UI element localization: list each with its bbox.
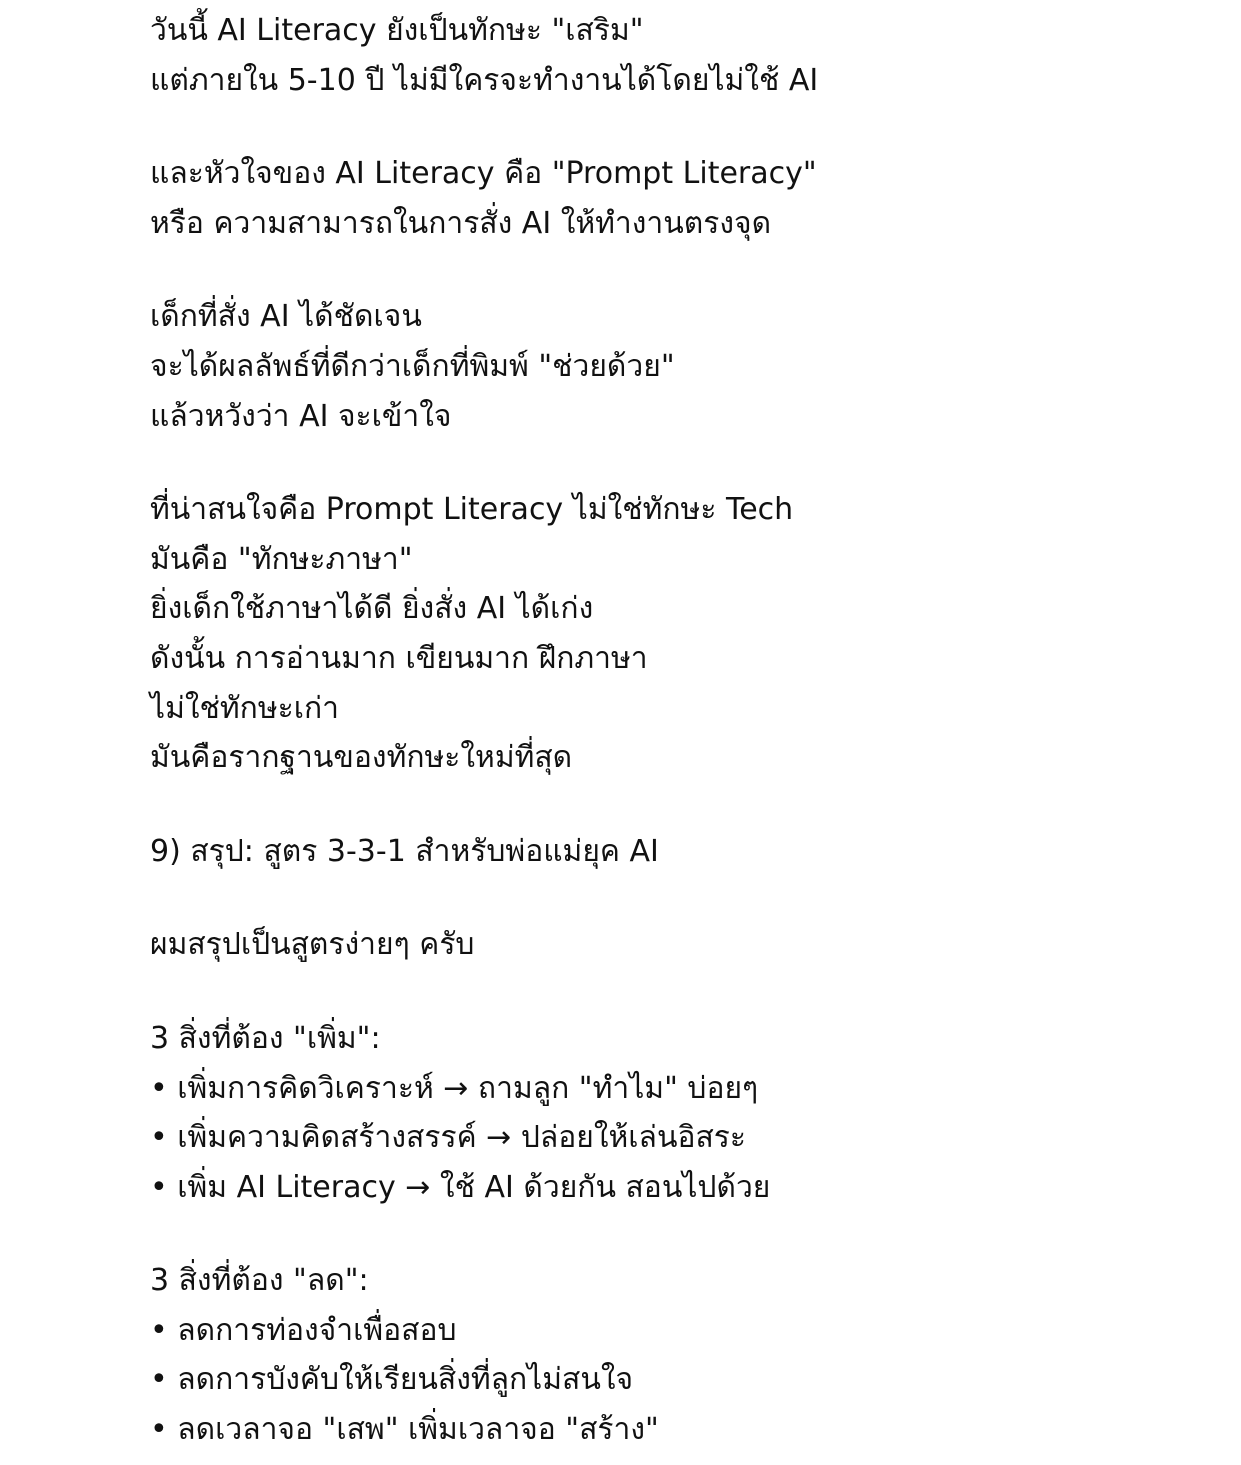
- text-line: วันนี้ AI Literacy ยังเป็นทักษะ "เสริม": [150, 13, 644, 48]
- text-line: ไม่ใช่ทักษะเก่า: [150, 690, 339, 726]
- article-body: [150, 6, 1200, 1455]
- text-line: ที่น่าสนใจคือ Prompt Literacy ไม่ใช่ทักษะ Tech: [150, 492, 794, 528]
- list-item: • ลดเวลาจอ "เสพ" เพิ่มเวลาจอ "สร้าง": [150, 1412, 659, 1448]
- text-line: เด็กที่สั่ง AI ได้ชัดเจน: [150, 299, 422, 335]
- section-heading: 9) สรุป: สูตร 3-3-1 สำหรับพ่อแม่ยุค AI: [150, 833, 659, 869]
- text-line: ผมสรุปเป็นสูตรง่ายๆ ครับ: [150, 927, 475, 963]
- list-heading-reduce: 3 สิ่งที่ต้อง "ลด":: [150, 1263, 369, 1299]
- paragraph-gap: [150, 248, 1200, 292]
- paragraph-gap: [150, 441, 1200, 485]
- list-item: • ลดการท่องจำเพื่อสอบ: [150, 1312, 457, 1348]
- paragraph-gap: [150, 970, 1200, 1014]
- text-line: และหัวใจของ AI Literacy คือ "Prompt Literacy": [150, 156, 817, 192]
- text-line: แล้วหวังว่า AI จะเข้าใจ: [150, 398, 452, 434]
- text-line: จะได้ผลลัพธ์ที่ดีกว่าเด็กที่พิมพ์ "ช่วยด้วย": [150, 348, 675, 384]
- text-line: มันคือ "ทักษะภาษา": [150, 541, 413, 577]
- paragraph-gap: [150, 105, 1200, 149]
- text-line: แต่ภายใน 5-10 ปี ไม่มีใครจะทำงานได้โดยไม่ใช้ AI: [150, 62, 819, 98]
- list-item: • เพิ่มความคิดสร้างสรรค์ → ปล่อยให้เล่นอิสระ: [150, 1120, 747, 1156]
- list-item: • เพิ่มการคิดวิเคราะห์ → ถามลูก "ทำไม" บ่อยๆ: [150, 1070, 759, 1106]
- paragraph-gap: [150, 783, 1200, 827]
- text-line: มันคือรากฐานของทักษะใหม่ที่สุด: [150, 740, 573, 776]
- text-line: ยิ่งเด็กใช้ภาษาได้ดี ยิ่งสั่ง AI ได้เก่ง: [150, 591, 594, 627]
- text-line: ดังนั้น การอ่านมาก เขียนมาก ฝึกภาษา: [150, 640, 648, 676]
- list-heading-add: 3 สิ่งที่ต้อง "เพิ่ม":: [150, 1020, 381, 1056]
- list-item: • ลดการบังคับให้เรียนสิ่งที่ลูกไม่สนใจ: [150, 1362, 634, 1398]
- text-line: หรือ ความสามารถในการสั่ง AI ให้ทำงานตรงจุด: [150, 205, 772, 241]
- paragraph-gap: [150, 876, 1200, 920]
- list-item: • เพิ่ม AI Literacy → ใช้ AI ด้วยกัน สอนไปด้วย: [150, 1169, 771, 1205]
- paragraph-gap: [150, 1212, 1200, 1256]
